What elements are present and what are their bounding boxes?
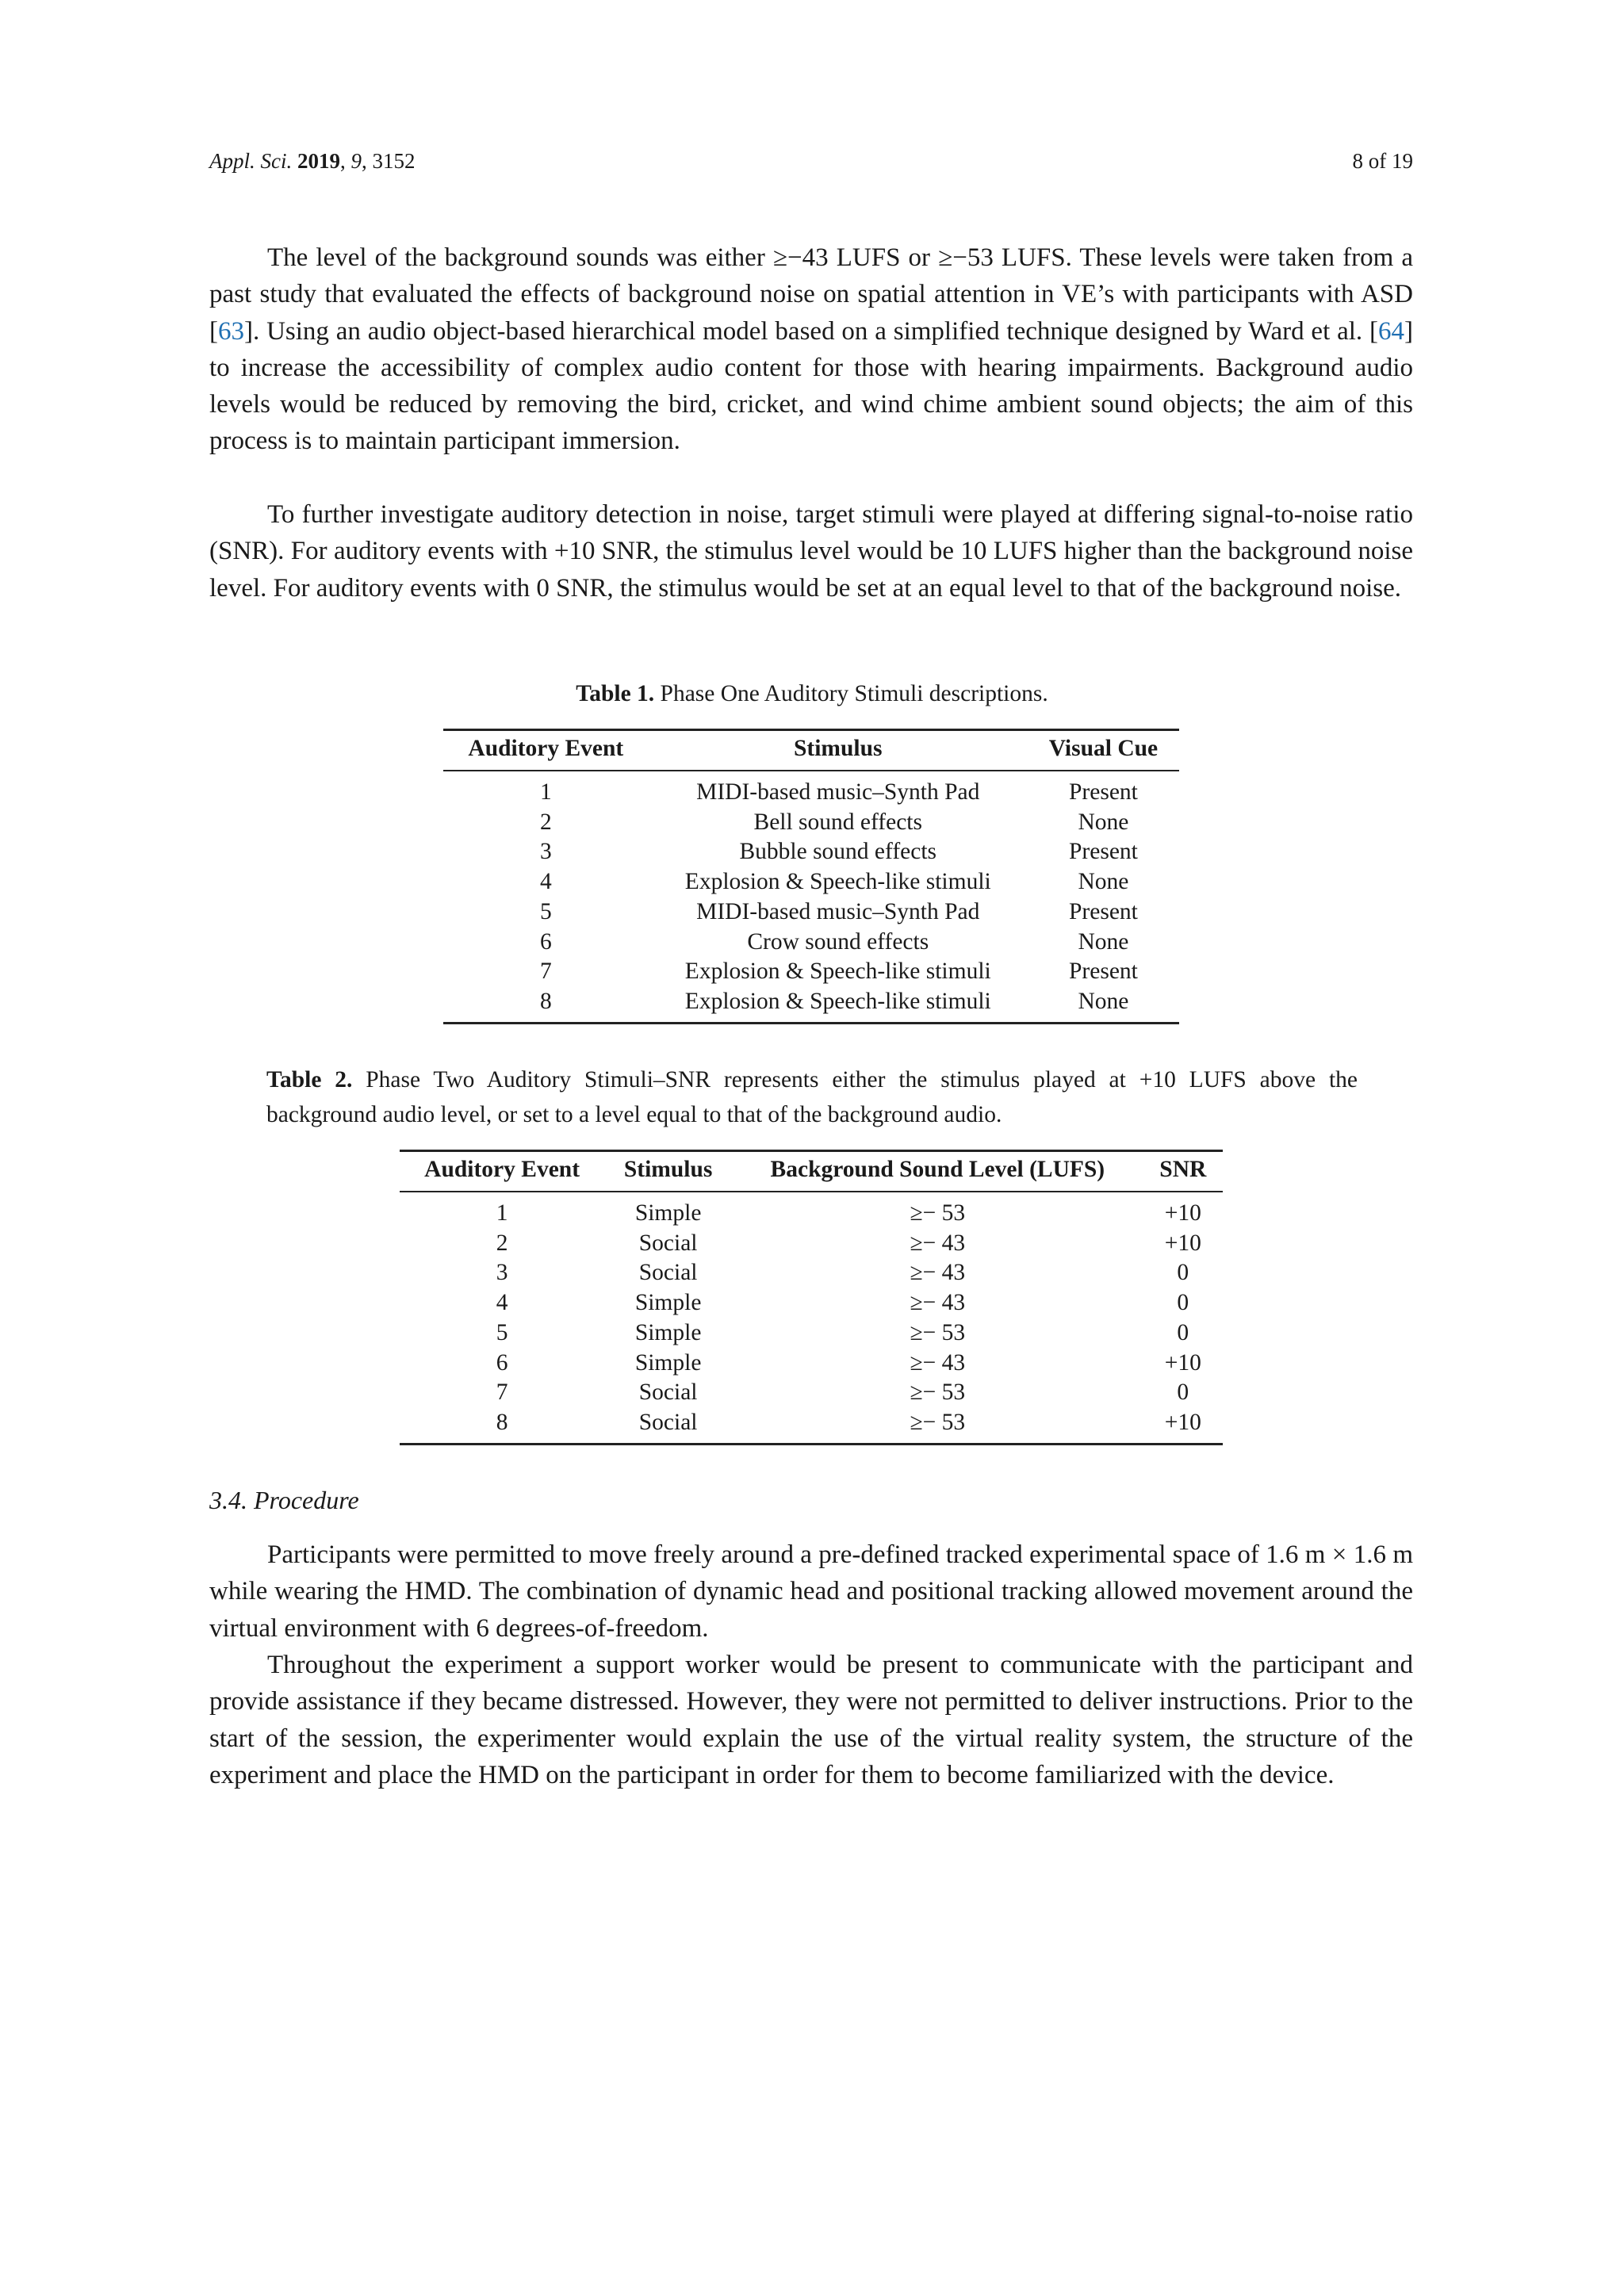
table-row (443, 987, 1179, 1023)
column-header: Auditory Event (443, 730, 649, 771)
page-number: 8 of 19 (1352, 149, 1413, 173)
column-header: SNR (1143, 1151, 1223, 1192)
table-cell: Bubble sound effects (739, 839, 937, 865)
table-cell: Bell sound effects (753, 809, 922, 835)
table-cell: Simple (634, 1349, 702, 1376)
table-cell: Social (638, 1380, 698, 1406)
table-cell: ≥− 53 (910, 1200, 966, 1226)
table-row (400, 1288, 1223, 1318)
table-cell: 0 (1177, 1380, 1189, 1406)
table-cell: 8 (496, 1409, 508, 1435)
table-cell: Present (1069, 839, 1138, 865)
table-cell: Present (1069, 779, 1138, 805)
table-cell: +10 (1164, 1200, 1201, 1226)
column-header: Visual Cue (1028, 730, 1179, 771)
table-cell: 1 (496, 1200, 508, 1226)
table-cell: Explosion & Speech-like stimuli (684, 869, 991, 895)
table-cell: None (1078, 809, 1129, 835)
table-cell: 0 (1177, 1290, 1189, 1316)
table-cell: 5 (539, 898, 552, 924)
table-cell: 4 (496, 1290, 508, 1316)
table-cell: MIDI-based music–Synth Pad (696, 779, 980, 805)
page-header (209, 149, 1413, 174)
table-cell: Present (1069, 898, 1138, 924)
table-row (400, 1229, 1223, 1259)
table-cell: 5 (496, 1319, 508, 1345)
section-heading: 3.4. Procedure (209, 1486, 359, 1514)
table-cell: Simple (634, 1200, 702, 1226)
table-cell: None (1078, 988, 1129, 1014)
column-header: Auditory Event (400, 1151, 604, 1192)
table-cell: 3 (496, 1260, 508, 1286)
table-cell: ≥− 53 (910, 1409, 966, 1435)
table2 (400, 1150, 1223, 1445)
table-row (443, 837, 1179, 867)
table-cell: 7 (496, 1380, 508, 1406)
paragraph-snr: To further investigate auditory detection in noise, target stimuli were played at differing signal-to-noise ratio (SNR). For auditory events with +10 SNR, the stimulus level would be 10 LUFS higher than the background noise level. For auditory events with 0 SNR, the stimulus would be set at an equal level to that of the background noise. (209, 500, 1413, 603)
table-cell: MIDI-based music–Synth Pad (696, 898, 980, 924)
column-header: Stimulus (604, 1151, 732, 1192)
table-header-row (443, 730, 1179, 771)
table-cell: 1 (539, 779, 552, 805)
table-cell: ≥− 43 (910, 1230, 966, 1256)
table-cell: 2 (539, 809, 552, 835)
table-cell: +10 (1164, 1230, 1201, 1256)
table-row (443, 867, 1179, 897)
table-cell: Crow sound effects (747, 928, 929, 955)
table-cell: Simple (634, 1290, 702, 1316)
column-header: Background Sound Level (LUFS) (732, 1151, 1143, 1192)
table-row (443, 928, 1179, 958)
table-row (400, 1192, 1223, 1229)
table-cell: None (1078, 869, 1129, 895)
table-row (400, 1378, 1223, 1408)
table-cell: ≥− 53 (910, 1380, 966, 1406)
table-header-row (400, 1151, 1223, 1192)
table-row (400, 1408, 1223, 1444)
journal-citation: Appl. Sci. 2019, 9, 3152 (209, 149, 416, 173)
table-cell: 6 (539, 928, 552, 955)
table-cell: Social (638, 1409, 698, 1435)
table1 (443, 729, 1179, 1024)
table-cell: Explosion & Speech-like stimuli (684, 959, 991, 985)
table-row (443, 808, 1179, 838)
table-cell: 4 (539, 869, 552, 895)
table-cell: ≥− 53 (910, 1319, 966, 1345)
table-cell: Simple (634, 1319, 702, 1345)
table-cell: ≥− 43 (910, 1290, 966, 1316)
table-row (443, 897, 1179, 928)
table-row (443, 957, 1179, 987)
table-cell: 8 (539, 988, 552, 1014)
table-cell: Social (638, 1260, 698, 1286)
table-cell: 2 (496, 1230, 508, 1256)
table-cell: 0 (1177, 1319, 1189, 1345)
table-cell: ≥− 43 (910, 1349, 966, 1376)
table2-caption: Table 2. Phase Two Auditory Stimuli–SNR represents either the stimulus played at +10 LUFS above the background audio level, or set to a level equal to that of the background audio. (266, 1067, 1358, 1127)
table-cell: 3 (539, 839, 552, 865)
table-cell: Explosion & Speech-like stimuli (684, 988, 991, 1014)
table-row (400, 1349, 1223, 1379)
paragraph-procedure-1: Participants were permitted to move freely around a pre-defined tracked experimental space of 1.6 m × 1.6 m while wearing the HMD. The combination of dynamic head and positional tracking allowed movement around the virtual environment with 6 degrees-of-freedom. (209, 1540, 1413, 1643)
table1-caption: Table 1. Phase One Auditory Stimuli descriptions. (576, 681, 1048, 706)
table-cell: ≥− 43 (910, 1260, 966, 1286)
table-cell: 6 (496, 1349, 508, 1376)
table-row (400, 1258, 1223, 1288)
table-cell: Present (1069, 959, 1138, 985)
citation-link-63[interactable]: 63 (218, 316, 244, 346)
paragraph-procedure-2: Throughout the experiment a support worker would be present to communicate with the participant and provide assistance if they became distressed. However, they were not permitted to deliver instructions. Prior to the start of the session, the experimenter would explain the use of the virtual reality system, the structure of the experiment and place the HMD on the participant in order for them to become familiarized with the device. (209, 1651, 1413, 1789)
table-cell: 0 (1177, 1260, 1189, 1286)
citation-link-64[interactable]: 64 (1378, 316, 1404, 346)
table-cell: +10 (1164, 1409, 1201, 1435)
column-header: Stimulus (649, 730, 1028, 771)
table-cell: +10 (1164, 1349, 1201, 1376)
table-row (443, 771, 1179, 808)
table-cell: None (1078, 928, 1129, 955)
table-cell: 7 (539, 959, 552, 985)
table-row (400, 1318, 1223, 1349)
paragraph-background-levels: The level of the background sounds was either ≥−43 LUFS or ≥−53 LUFS. These levels were taken from a past study that evaluated the effects of background noise on spatial attention in VE’s with participants with ASD [63]. Using an audio object-based hierarchical model based on a simplified technique designed by Ward et al. [64] to increase the accessibility of complex audio content for those with hearing impairments. Background audio levels would be reduced by removing the bird, cricket, and wind chime ambient sound objects; the aim of this process is to maintain participant immersion. (209, 243, 1413, 456)
table-cell: Social (638, 1230, 698, 1256)
